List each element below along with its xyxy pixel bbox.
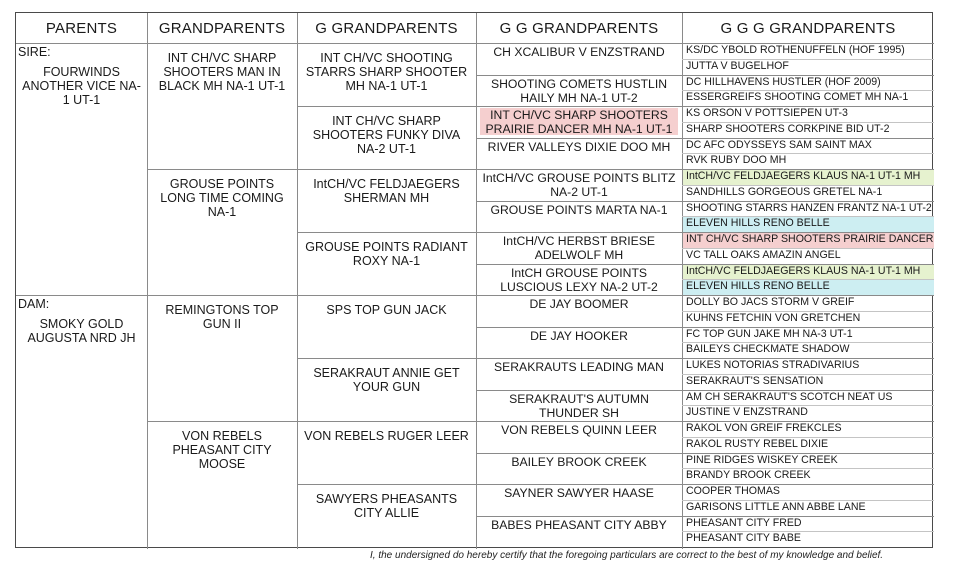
grid-line [682, 531, 934, 532]
ggg-grandparent [682, 232, 934, 248]
great-grandparent [297, 232, 476, 295]
ggg-grandparent [682, 516, 934, 532]
grid-line [297, 484, 934, 485]
grid-line [476, 201, 934, 202]
gg-grandparent-name: IntCH GROUSE POINTS LUSCIOUS LEXY NA-2 UT-2 [500, 265, 658, 294]
grid-line [682, 122, 934, 123]
grid-line [682, 374, 934, 375]
sire-name: FOURWINDS ANOTHER VICE NA-1 UT-1 [22, 65, 141, 107]
great-grandparent [297, 484, 476, 547]
great-grandparent-name: INT CH/VC SHARP SHOOTERS FUNKY DIVA NA-2 UT-1 [312, 114, 461, 156]
gg-grandparent-name: INT CH/VC SHARP SHOOTERS PRAIRIE DANCER MH NA-1 UT-1 [485, 108, 673, 136]
ggg-grandparent [682, 453, 934, 469]
ggg-grandparent [682, 327, 934, 343]
ggg-grandparent [682, 90, 934, 106]
gg-grandparent [476, 75, 682, 107]
ggg-grandparent [682, 279, 934, 295]
ggg-grandparent-name: RAKOL RUSTY REBEL DIXIE [686, 437, 829, 450]
grid-line [147, 169, 934, 170]
grid-line [682, 153, 934, 154]
grandparent [147, 295, 297, 421]
grandparent [147, 43, 297, 169]
gg-grandparent-name: SAYNER SAWYER HAASE [504, 486, 654, 500]
certification-note: I, the undersigned do hereby certify that the foregoing particulars are correct to the best of my knowledge and belief. [370, 550, 884, 561]
ggg-grandparent-name: RVK RUBY DOO MH [686, 154, 787, 167]
ggg-grandparent-name: DOLLY BO JACS STORM V GREIF [686, 296, 855, 308]
ggg-grandparent-name: JUSTINE V ENZSTRAND [686, 406, 808, 419]
gg-grandparent-name: IntCH/VC HERBST BRIESE ADELWOLF MH [502, 234, 656, 262]
header-4: G G GRANDPARENTS [499, 19, 659, 37]
ggg-grandparent-name: FC TOP GUN JAKE MH NA-3 UT-1 [686, 327, 853, 340]
header-5: G G G GRANDPARENTS [720, 19, 896, 37]
header-1: PARENTS [45, 19, 118, 37]
gg-grandparent [476, 295, 682, 327]
ggg-grandparent-name: SERAKRAUT'S SENSATION [686, 374, 824, 387]
ggg-grandparent-name: PHEASANT CITY FRED [686, 516, 802, 529]
ggg-grandparent [682, 201, 934, 217]
ggg-grandparent-name: SANDHILLS GORGEOUS GRETEL NA-1 [686, 185, 883, 198]
grandparent [147, 169, 297, 295]
ggg-grandparent-name: SHOOTING STARRS HANZEN FRANTZ NA-1 UT-2 [686, 201, 932, 214]
grid-line [476, 453, 934, 454]
grid-line [297, 358, 934, 359]
ggg-grandparent [682, 484, 934, 500]
ggg-grandparent-name: ESSERGREIFS SHOOTING COMET MH NA-1 [686, 91, 909, 104]
dam-label: DAM: [18, 297, 50, 311]
grid-line [476, 327, 934, 328]
header-3: G GRANDPARENTS [315, 19, 458, 37]
grid-line [682, 342, 934, 343]
gg-grandparent-name: SHOOTING COMETS HUSTLIN HAILY MH NA-1 UT-2 [490, 76, 668, 105]
ggg-grandparent [682, 264, 934, 280]
grandparent [147, 421, 297, 547]
gg-grandparent-name: BAILEY BROOK CREEK [511, 454, 647, 469]
ggg-grandparent [682, 390, 934, 406]
sire-cell [16, 43, 147, 295]
ggg-grandparent-name: IntCH/VC FELDJAEGERS KLAUS NA-1 UT-1 MH [686, 264, 921, 277]
ggg-grandparent [682, 437, 934, 453]
grid-line [476, 13, 477, 549]
grid-line [476, 264, 934, 265]
great-grandparent [297, 43, 476, 106]
gg-grandparent-name: SERAKRAUT'S AUTUMN THUNDER SH [509, 391, 649, 420]
gg-grandparent-name: GROUSE POINTS MARTA NA-1 [490, 202, 668, 217]
grid-line [476, 75, 934, 76]
grid-line [16, 295, 934, 296]
gg-grandparent [476, 421, 682, 453]
gg-grandparent [476, 358, 682, 390]
great-grandparent [297, 421, 476, 484]
ggg-grandparent [682, 169, 934, 185]
gg-grandparent [476, 390, 682, 422]
gg-grandparent [476, 484, 682, 516]
ggg-grandparent-name: BRANDY BROOK CREEK [686, 469, 811, 482]
ggg-grandparent-name: RAKOL VON GREIF FREKCLES [686, 422, 842, 434]
ggg-grandparent [682, 122, 934, 138]
ggg-grandparent [682, 138, 934, 154]
grid-line [297, 13, 298, 549]
great-grandparent-name: SAWYERS PHEASANTS CITY ALLIE [315, 492, 458, 520]
gg-grandparent-name: DE JAY HOOKER [530, 328, 628, 343]
grid-line [147, 421, 934, 422]
great-grandparent-name: GROUSE POINTS RADIANT ROXY NA-1 [305, 240, 468, 268]
gg-grandparent-name: IntCH/VC GROUSE POINTS BLITZ NA-2 UT-1 [482, 171, 676, 199]
ggg-grandparent [682, 468, 934, 484]
ggg-grandparent [682, 421, 934, 437]
great-grandparent-name: VON REBELS RUGER LEER [304, 429, 469, 443]
grid-line [682, 279, 934, 280]
gg-grandparent [476, 43, 682, 75]
great-grandparent [297, 169, 476, 232]
great-grandparent [297, 295, 476, 358]
grid-line [682, 405, 934, 406]
great-grandparent-name: SERAKRAUT ANNIE GET YOUR GUN [313, 366, 460, 394]
ggg-grandparent-name: PINE RIDGES WISKEY CREEK [686, 453, 838, 466]
grid-line [476, 516, 934, 517]
grandparent-name: VON REBELS PHEASANT CITY MOOSE [172, 429, 272, 471]
gg-grandparent [476, 169, 682, 201]
ggg-grandparent-name: COOPER THOMAS [686, 485, 780, 497]
gg-grandparent [476, 106, 682, 138]
gg-grandparent-name: VON REBELS QUINN LEER [501, 423, 657, 437]
gg-grandparent [476, 201, 682, 233]
dam-name: SMOKY GOLD AUGUSTA NRD JH [27, 317, 136, 345]
ggg-grandparent [682, 358, 934, 374]
ggg-grandparent-name: JUTTA V BUGELHOF [686, 59, 789, 72]
ggg-grandparent-name: DC AFC ODYSSEYS SAM SAINT MAX [686, 138, 872, 151]
grid-line [682, 216, 934, 217]
ggg-grandparent [682, 185, 934, 201]
grid-line [682, 311, 934, 312]
ggg-grandparent-name: GARISONS LITTLE ANN ABBE LANE [686, 500, 866, 513]
gg-grandparent [476, 138, 682, 170]
grid-line [682, 437, 934, 438]
gg-grandparent-name: BABES PHEASANT CITY ABBY [491, 517, 667, 532]
header-2: GRANDPARENTS [158, 19, 286, 37]
grandparent-name: INT CH/VC SHARP SHOOTERS MAN IN BLACK MH NA-1 UT-1 [158, 51, 286, 93]
ggg-grandparent [682, 295, 934, 311]
gg-grandparent-name: DE JAY BOOMER [529, 297, 629, 311]
grandparent-name: REMINGTONS TOP GUN II [165, 303, 279, 331]
ggg-grandparent-name: PHEASANT CITY BABE [686, 532, 801, 545]
gg-grandparent [476, 264, 682, 296]
ggg-grandparent-name: KS ORSON V POTTSIEPEN UT-3 [686, 107, 848, 119]
grid-line [682, 185, 934, 186]
grid-line [682, 90, 934, 91]
ggg-grandparent [682, 153, 934, 169]
gg-grandparent [476, 327, 682, 359]
ggg-grandparent [682, 106, 934, 122]
great-grandparent-name: INT CH/VC SHOOTING STARRS SHARP SHOOTER MH NA-1 UT-1 [305, 51, 468, 93]
gg-grandparent-name: SERAKRAUTS LEADING MAN [494, 360, 664, 374]
ggg-grandparent [682, 43, 934, 59]
ggg-grandparent-name: BAILEYS CHECKMATE SHADOW [686, 343, 850, 356]
gg-grandparent-name: CH XCALIBUR V ENZSTRAND [493, 45, 665, 59]
pedigree-table [15, 12, 933, 548]
ggg-grandparent-name: KUHNS FETCHIN VON GRETCHEN [686, 311, 861, 324]
ggg-grandparent [682, 500, 934, 516]
great-grandparent-name: SPS TOP GUN JACK [326, 303, 447, 317]
ggg-grandparent-name: KS/DC YBOLD ROTHENUFFELN (HOF 1995) [686, 44, 905, 56]
grid-line [682, 248, 934, 249]
gg-grandparent [476, 453, 682, 485]
grid-line [16, 43, 934, 44]
great-grandparent [297, 106, 476, 169]
dam-cell [16, 295, 147, 547]
great-grandparent [297, 358, 476, 421]
grid-line [297, 106, 934, 107]
ggg-grandparent [682, 531, 934, 547]
ggg-grandparent-name: LUKES NOTORIAS STRADIVARIUS [686, 359, 860, 371]
ggg-grandparent-name: INT CH/VC SHARP SHOOTERS PRAIRIE DANCER [686, 233, 934, 245]
ggg-grandparent [682, 75, 934, 91]
grid-line [147, 13, 148, 549]
ggg-grandparent-name: DC HILLHAVENS HUSTLER (HOF 2009) [686, 75, 881, 88]
ggg-grandparent-name: VC TALL OAKS AMAZIN ANGEL [686, 248, 841, 261]
sire-label: SIRE: [18, 45, 51, 59]
ggg-grandparent [682, 374, 934, 390]
great-grandparent-name: IntCH/VC FELDJAEGERS SHERMAN MH [313, 177, 460, 205]
grid-line [682, 468, 934, 469]
ggg-grandparent [682, 342, 934, 358]
ggg-grandparent-name: ELEVEN HILLS RENO BELLE [686, 217, 830, 230]
grid-line [476, 138, 934, 139]
grandparent-name: GROUSE POINTS LONG TIME COMING NA-1 [160, 177, 284, 219]
ggg-grandparent [682, 59, 934, 75]
ggg-grandparent-name: IntCH/VC FELDJAEGERS KLAUS NA-1 UT-1 MH [686, 170, 921, 182]
grid-line [476, 390, 934, 391]
grid-line [297, 232, 934, 233]
ggg-grandparent-name: SHARP SHOOTERS CORKPINE BID UT-2 [686, 122, 890, 135]
grid-line [682, 500, 934, 501]
ggg-grandparent [682, 248, 934, 264]
gg-grandparent [476, 516, 682, 548]
ggg-grandparent [682, 311, 934, 327]
gg-grandparent [476, 232, 682, 264]
ggg-grandparent [682, 216, 934, 232]
ggg-grandparent-name: AM CH SERAKRAUT'S SCOTCH NEAT US [686, 390, 893, 403]
ggg-grandparent-name: ELEVEN HILLS RENO BELLE [686, 280, 830, 293]
ggg-grandparent [682, 405, 934, 421]
grid-line [682, 59, 934, 60]
gg-grandparent-name: RIVER VALLEYS DIXIE DOO MH [487, 139, 671, 154]
